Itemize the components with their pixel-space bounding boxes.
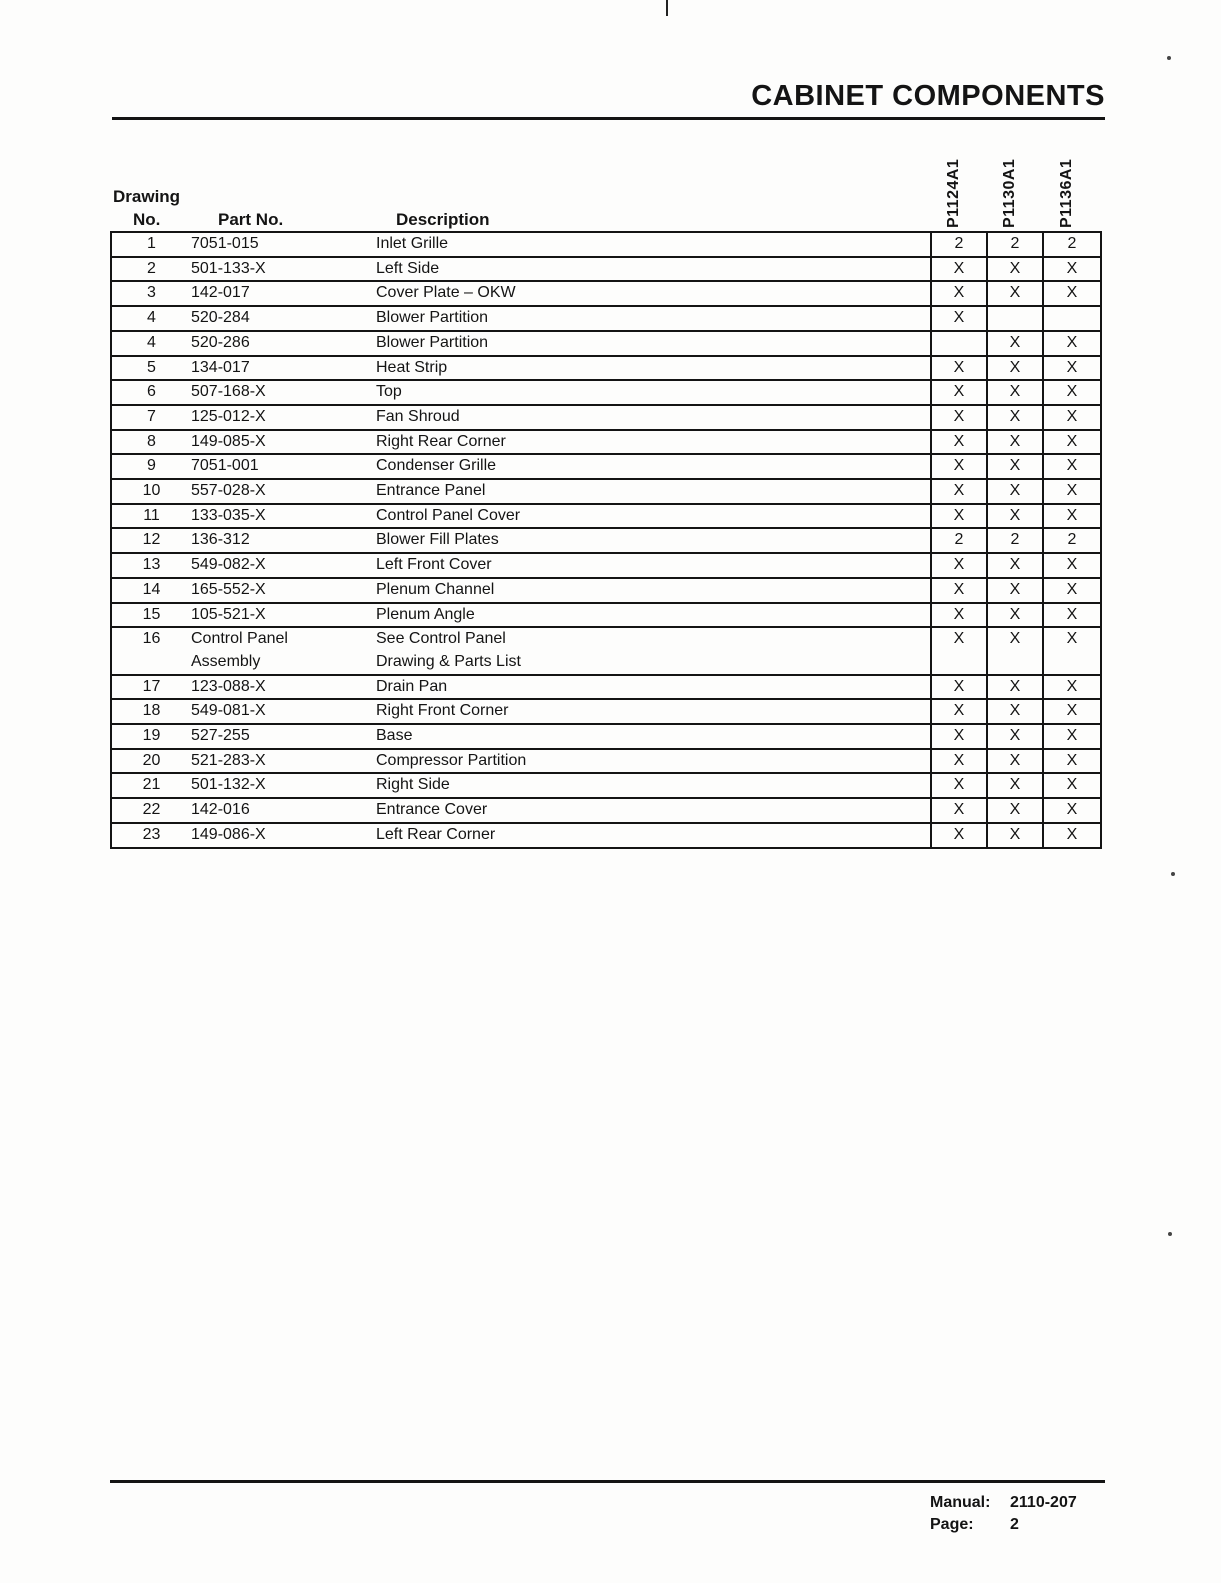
cell-qty: X [931, 823, 987, 848]
col-header-part-no: Part No. [218, 210, 284, 229]
cell-qty: X [987, 749, 1043, 774]
cell-qty: X [1043, 578, 1101, 603]
cell-qty: X [1043, 724, 1101, 749]
cell-part-no: 136-312 [191, 528, 376, 553]
table-row [111, 603, 1101, 628]
footer-rule [110, 1480, 1105, 1483]
table-row [111, 553, 1101, 578]
cell-part-no: 507-168-X [191, 380, 376, 405]
footer-page-row [930, 1514, 1077, 1536]
scan-artifact-dot [1171, 872, 1175, 876]
cell-description: Heat Strip [376, 356, 931, 381]
page-title: CABINET COMPONENTS [751, 80, 1105, 112]
cell-part-no: 149-086-X [191, 823, 376, 848]
cell-part-no: 125-012-X [191, 405, 376, 430]
cell-drawing-no: 5 [111, 356, 191, 381]
cell-qty: X [1043, 430, 1101, 455]
col-header-description: Description [396, 210, 490, 229]
cell-part-no: 149-085-X [191, 430, 376, 455]
cell-part-no: 557-028-X [191, 479, 376, 504]
cell-qty: X [931, 306, 987, 331]
cell-part-no: 7051-015 [191, 232, 376, 257]
cell-qty [1043, 306, 1101, 331]
cell-drawing-no: 12 [111, 528, 191, 553]
cell-qty: X [1043, 798, 1101, 823]
cell-qty: X [1043, 627, 1101, 674]
cell-part-no: 133-035-X [191, 504, 376, 529]
cell-qty: X [987, 479, 1043, 504]
table-row [111, 356, 1101, 381]
cell-part-no: 142-016 [191, 798, 376, 823]
cell-description: Entrance Cover [376, 798, 931, 823]
cell-qty: X [1043, 405, 1101, 430]
footer-manual-row [930, 1492, 1077, 1514]
cell-qty: X [931, 454, 987, 479]
scan-artifact-dot [1167, 56, 1171, 60]
table-row [111, 331, 1101, 356]
table-row [111, 405, 1101, 430]
cell-drawing-no: 7 [111, 405, 191, 430]
model-header-p1136a1: P1136A1 [1058, 158, 1075, 228]
cell-drawing-no: 10 [111, 479, 191, 504]
cell-qty: X [931, 675, 987, 700]
cell-qty: X [987, 504, 1043, 529]
cell-qty: 2 [1043, 528, 1101, 553]
cell-qty: X [931, 504, 987, 529]
cell-qty: X [987, 603, 1043, 628]
cell-qty: X [987, 823, 1043, 848]
cell-qty: X [1043, 699, 1101, 724]
cell-description: Blower Partition [376, 306, 931, 331]
cell-part-no: 142-017 [191, 281, 376, 306]
table-row [111, 627, 1101, 674]
cell-description: Left Rear Corner [376, 823, 931, 848]
cell-qty: X [931, 798, 987, 823]
cell-qty: X [931, 281, 987, 306]
cell-qty: X [987, 257, 1043, 282]
cell-description: Condenser Grille [376, 454, 931, 479]
cell-description: Right Side [376, 773, 931, 798]
cell-qty: X [1043, 553, 1101, 578]
cell-qty [987, 306, 1043, 331]
cell-qty: X [1043, 749, 1101, 774]
cell-part-no: 520-284 [191, 306, 376, 331]
table-row [111, 823, 1101, 848]
table-row [111, 232, 1101, 257]
cell-qty: X [1043, 823, 1101, 848]
scan-artifact-tick [666, 0, 668, 16]
cell-drawing-no: 1 [111, 232, 191, 257]
cell-part-no: 134-017 [191, 356, 376, 381]
cell-description: Blower Fill Plates [376, 528, 931, 553]
cell-qty: X [987, 724, 1043, 749]
cell-qty: X [987, 454, 1043, 479]
cell-qty: X [987, 627, 1043, 674]
cell-qty: 2 [987, 528, 1043, 553]
title-rule [112, 117, 1105, 120]
cell-part-no: 527-255 [191, 724, 376, 749]
cell-drawing-no: 4 [111, 306, 191, 331]
table-row [111, 798, 1101, 823]
cell-qty: X [931, 356, 987, 381]
table-row [111, 699, 1101, 724]
manual-label: Manual: [930, 1494, 991, 1511]
cell-qty: X [1043, 773, 1101, 798]
cell-description: Left Front Cover [376, 553, 931, 578]
table-row [111, 675, 1101, 700]
cell-drawing-no: 13 [111, 553, 191, 578]
cell-qty: X [931, 724, 987, 749]
table-row [111, 479, 1101, 504]
cell-qty: X [987, 281, 1043, 306]
cell-qty: X [987, 773, 1043, 798]
cell-qty: X [987, 331, 1043, 356]
cell-qty: X [931, 603, 987, 628]
table-row [111, 528, 1101, 553]
cell-qty: X [931, 405, 987, 430]
cell-part-no: 7051-001 [191, 454, 376, 479]
cell-qty: X [1043, 257, 1101, 282]
cell-drawing-no: 2 [111, 257, 191, 282]
cell-qty: X [931, 479, 987, 504]
cell-description: Control Panel Cover [376, 504, 931, 529]
cell-qty: X [931, 773, 987, 798]
cell-description: Top [376, 380, 931, 405]
cell-part-no: 123-088-X [191, 675, 376, 700]
table-row [111, 430, 1101, 455]
cell-drawing-no: 16 [111, 627, 191, 674]
cell-drawing-no: 23 [111, 823, 191, 848]
cell-description: Inlet Grille [376, 232, 931, 257]
cell-drawing-no: 22 [111, 798, 191, 823]
cell-qty: X [931, 380, 987, 405]
cell-description: Cover Plate – OKW [376, 281, 931, 306]
cell-qty: X [931, 553, 987, 578]
cell-qty: X [1043, 504, 1101, 529]
cell-drawing-no: 21 [111, 773, 191, 798]
cell-qty: X [931, 699, 987, 724]
table-row [111, 281, 1101, 306]
page-footer [930, 1492, 1077, 1536]
cell-qty: X [987, 798, 1043, 823]
cell-qty: X [1043, 603, 1101, 628]
cell-drawing-no: 9 [111, 454, 191, 479]
table-row [111, 773, 1101, 798]
cell-drawing-no: 11 [111, 504, 191, 529]
cell-qty: X [931, 578, 987, 603]
cell-drawing-no: 15 [111, 603, 191, 628]
cell-description: Entrance Panel [376, 479, 931, 504]
cell-qty: 2 [931, 528, 987, 553]
col-header-drawing: Drawing [113, 187, 181, 206]
cell-description: Fan Shroud [376, 405, 931, 430]
cell-description: Compressor Partition [376, 749, 931, 774]
cell-description: Right Front Corner [376, 699, 931, 724]
cell-qty: 2 [931, 232, 987, 257]
cell-qty: X [931, 430, 987, 455]
parts-table [110, 231, 1102, 849]
cell-description: Drain Pan [376, 675, 931, 700]
cell-qty: X [1043, 281, 1101, 306]
cell-part-no: Control Panel Assembly [191, 627, 376, 674]
cell-part-no: 549-081-X [191, 699, 376, 724]
cell-description: Blower Partition [376, 331, 931, 356]
cell-drawing-no: 20 [111, 749, 191, 774]
cell-qty: X [1043, 675, 1101, 700]
cell-qty: X [987, 675, 1043, 700]
cell-drawing-no: 6 [111, 380, 191, 405]
parts-table-body [111, 232, 1101, 848]
cell-qty: X [987, 380, 1043, 405]
cell-drawing-no: 3 [111, 281, 191, 306]
cell-part-no: 501-132-X [191, 773, 376, 798]
cell-qty: X [1043, 454, 1101, 479]
table-row [111, 306, 1101, 331]
table-row [111, 257, 1101, 282]
cell-part-no: 501-133-X [191, 257, 376, 282]
cell-part-no: 549-082-X [191, 553, 376, 578]
cell-qty: X [987, 356, 1043, 381]
table-row [111, 578, 1101, 603]
cell-drawing-no: 17 [111, 675, 191, 700]
table-row [111, 749, 1101, 774]
cell-drawing-no: 14 [111, 578, 191, 603]
cell-qty: X [987, 405, 1043, 430]
cell-qty: X [931, 627, 987, 674]
cell-qty: X [1043, 380, 1101, 405]
model-header-p1130a1: P1130A1 [1001, 158, 1018, 228]
cell-description: Plenum Channel [376, 578, 931, 603]
cell-qty: X [1043, 331, 1101, 356]
cell-drawing-no: 18 [111, 699, 191, 724]
manual-value: 2110-207 [1010, 1494, 1077, 1511]
col-header-no: No. [133, 210, 161, 229]
cell-description: Right Rear Corner [376, 430, 931, 455]
cell-qty: X [987, 430, 1043, 455]
table-row [111, 454, 1101, 479]
scan-artifact-dot [1168, 1232, 1172, 1236]
cell-description: See Control Panel Drawing & Parts List [376, 627, 931, 674]
cell-drawing-no: 4 [111, 331, 191, 356]
cell-qty: X [987, 553, 1043, 578]
cell-drawing-no: 8 [111, 430, 191, 455]
cell-description: Left Side [376, 257, 931, 282]
cell-qty: 2 [1043, 232, 1101, 257]
cell-qty [931, 331, 987, 356]
cell-drawing-no: 19 [111, 724, 191, 749]
model-header-p1124a1: P1124A1 [945, 158, 962, 228]
cell-part-no: 520-286 [191, 331, 376, 356]
cell-qty: 2 [987, 232, 1043, 257]
page-label: Page: [930, 1516, 974, 1533]
cell-qty: X [987, 578, 1043, 603]
cell-part-no: 521-283-X [191, 749, 376, 774]
cell-part-no: 105-521-X [191, 603, 376, 628]
cell-description: Plenum Angle [376, 603, 931, 628]
cell-qty: X [1043, 356, 1101, 381]
table-row [111, 380, 1101, 405]
cell-part-no: 165-552-X [191, 578, 376, 603]
cell-qty: X [1043, 479, 1101, 504]
cell-description: Base [376, 724, 931, 749]
cell-qty: X [987, 699, 1043, 724]
page-number-value: 2 [1010, 1516, 1019, 1533]
table-row [111, 504, 1101, 529]
table-row [111, 724, 1101, 749]
cell-qty: X [931, 257, 987, 282]
cell-qty: X [931, 749, 987, 774]
